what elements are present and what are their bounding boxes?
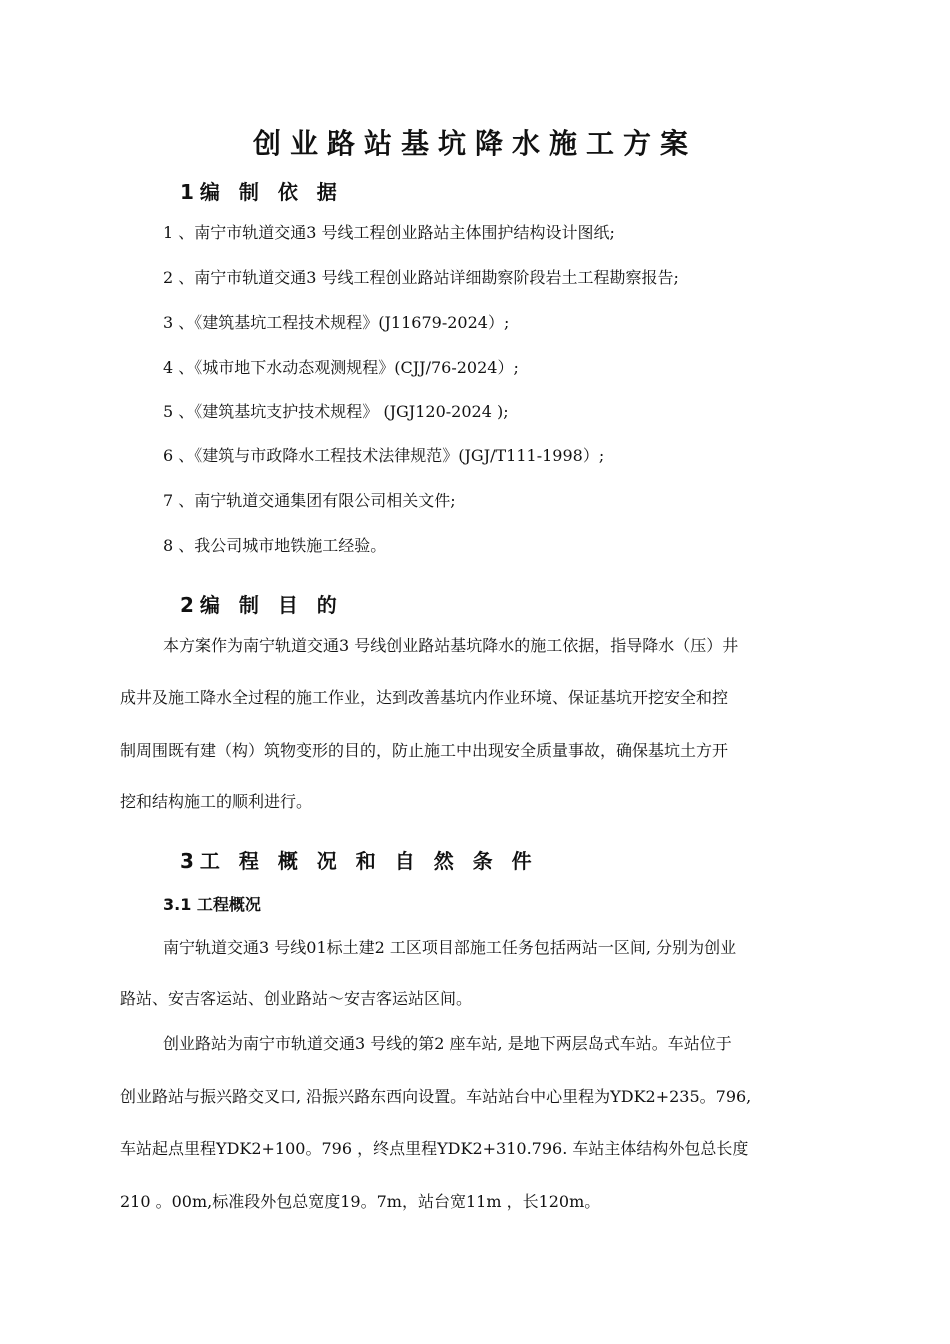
station-line: 210 。00m,标准段外包总宽度19。7m，站台宽11m ，长120m。 bbox=[120, 1192, 601, 1211]
basis-item: 2 、南宁市轨道交通3 号线工程创业路站详细勘察阶段岩土工程勘察报告; bbox=[163, 268, 679, 287]
station-line: 创业路站与振兴路交叉口, 沿振兴路东西向设置。车站站台中心里程为YDK2+235。796, bbox=[120, 1087, 752, 1106]
basis-item: 4 、《城市地下水动态观测规程》(CJJ/76-2024）; bbox=[163, 358, 519, 377]
basis-item: 6 、《建筑与市政降水工程技术法律规范》(JGJ/T111-1998）; bbox=[163, 446, 605, 465]
basis-item: 5 、《建筑基坑支护技术规程》 (JGJ120-2024 ); bbox=[163, 402, 509, 421]
purpose-line: 本方案作为南宁轨道交通3 号线创业路站基坑降水的施工依据，指导降水（压）井 bbox=[163, 636, 739, 655]
section-2-heading: 2编 制 目 的 bbox=[180, 593, 343, 617]
basis-item: 1 、南宁市轨道交通3 号线工程创业路站主体围护结构设计图纸; bbox=[163, 223, 615, 242]
overview-line: 南宁轨道交通3 号线01标土建2 工区项目部施工任务包括两站一区间, 分别为创业 bbox=[163, 938, 737, 957]
basis-item: 7 、南宁轨道交通集团有限公司相关文件; bbox=[163, 491, 456, 510]
subsection-3-1-heading: 3.1 工程概况 bbox=[163, 895, 261, 914]
section-1-heading: 1编 制 依 据 bbox=[180, 180, 343, 204]
purpose-line: 制周围既有建（构）筑物变形的目的，防止施工中出现安全质量事故，确保基坑土方开 bbox=[120, 741, 729, 760]
station-line: 创业路站为南宁市轨道交通3 号线的第2 座车站, 是地下两层岛式车站。车站位于 bbox=[163, 1034, 732, 1053]
section-3-heading: 3工 程 概 况 和 自 然 条 件 bbox=[180, 849, 538, 873]
basis-item: 3 、《建筑基坑工程技术规程》(J11679-2024）; bbox=[163, 313, 510, 332]
purpose-line: 成井及施工降水全过程的施工作业，达到改善基坑内作业环境、保证基坑开挖安全和控 bbox=[120, 688, 729, 707]
document-title: 创业路站基坑降水施工方案 bbox=[252, 127, 697, 160]
station-line: 车站起点里程YDK2+100。796 ，终点里程YDK2+310.796. 车站主体结构外包总长度 bbox=[120, 1139, 749, 1158]
purpose-line: 挖和结构施工的顺利进行。 bbox=[120, 792, 313, 811]
basis-item: 8 、我公司城市地铁施工经验。 bbox=[163, 536, 387, 555]
overview-line: 路站、安吉客运站、创业路站～安吉客运站区间。 bbox=[120, 989, 473, 1008]
